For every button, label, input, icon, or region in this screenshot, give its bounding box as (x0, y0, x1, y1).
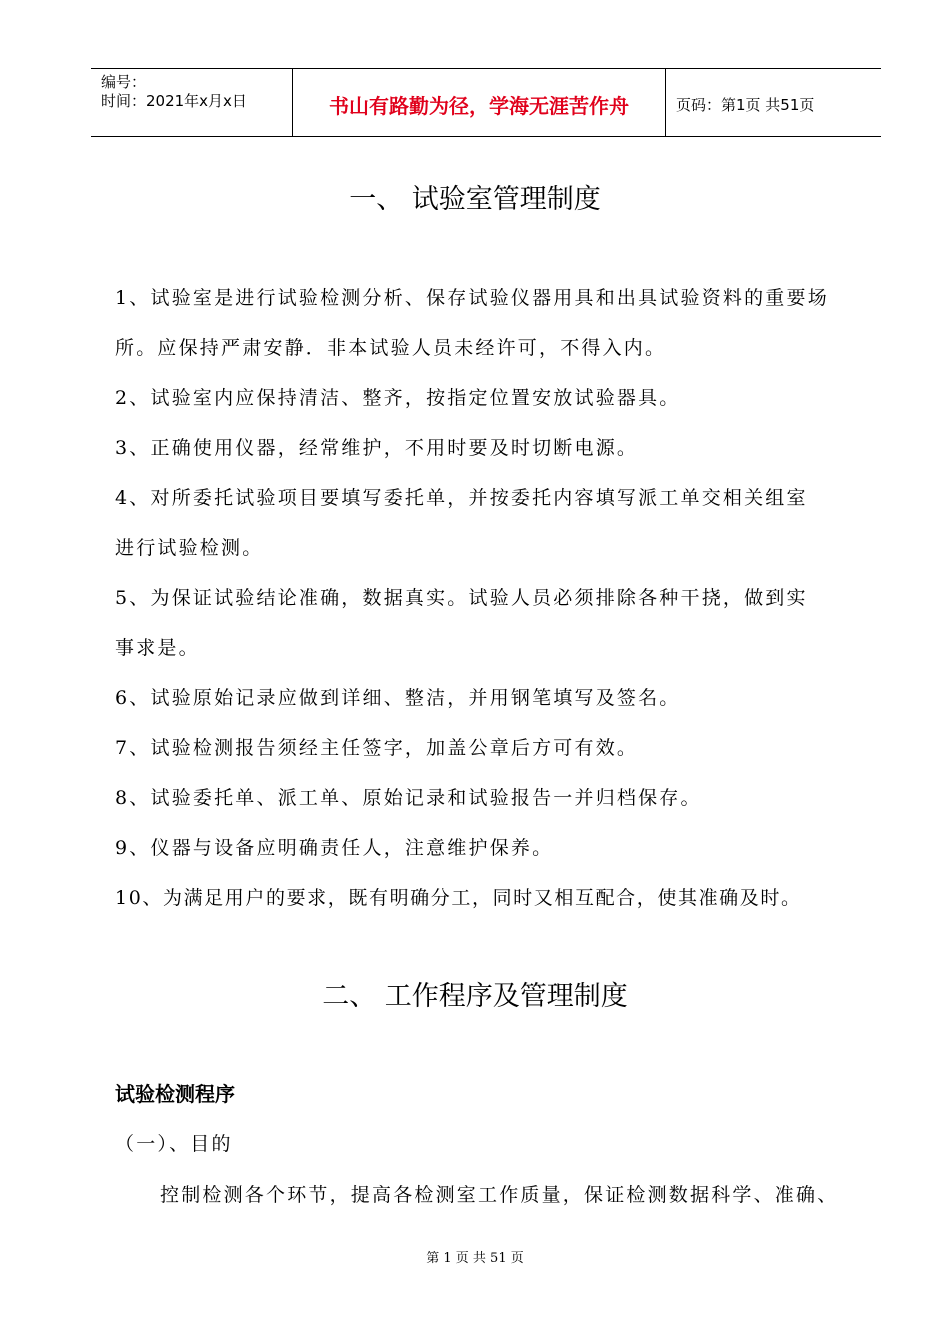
section1-line-9: 6、试验原始记录应做到详细、整洁，并用钢笔填写及签名。 (115, 687, 681, 709)
section1-line-12: 9、仪器与设备应明确责任人，注意维护保养。 (115, 837, 554, 859)
section2-title: 二、 工作程序及管理制度 (322, 981, 628, 1012)
section1-line-11: 8、试验委托单、派工单、原始记录和试验报告一并归档保存。 (115, 787, 702, 809)
header-time-label: 时间：2021年x月x日 (101, 92, 247, 110)
section1-line-3: 2、试验室内应保持清洁、整齐，按指定位置安放试验器具。 (115, 387, 681, 409)
section1-line-7: 5、为保证试验结论准确，数据真实。试验人员必须排除各种干挠，做到实 (115, 587, 808, 609)
page-footer: 第 1 页 共 51 页 (426, 1251, 524, 1266)
section1-title: 一、 试验室管理制度 (349, 184, 601, 215)
section2-body-line: 控制检测各个环节，提高各检测室工作质量，保证检测数据科学、准确、 (160, 1184, 839, 1206)
header-motto: 书山有路勤为径，学海无涯苦作舟 (329, 94, 629, 118)
section2-subtitle: 试验检测程序 (115, 1082, 235, 1106)
section1-line-8: 事求是。 (115, 637, 200, 659)
section1-line-4: 3、正确使用仪器，经常维护，不用时要及时切断电源。 (115, 437, 639, 459)
header-page-info: 页码：第1页 共51页 (676, 96, 815, 114)
section1-line-1: 1、试验室是进行试验检测分析、保存试验仪器用具和出具试验资料的重要场 (115, 287, 829, 309)
section1-line-6: 进行试验检测。 (115, 537, 264, 559)
section1-line-13: 10、为满足用户的要求，既有明确分工，同时又相互配合，使其准确及时。 (115, 887, 802, 909)
section1-line-10: 7、试验检测报告须经主任签字，加盖公章后方可有效。 (115, 737, 639, 759)
header-bottom-rule (91, 136, 881, 137)
header-divider-right (665, 68, 666, 136)
section1-line-2: 所。应保持严肃安静．非本试验人员未经许可，不得入内。 (115, 337, 667, 359)
section2-item-heading: （一）、目的 (115, 1133, 233, 1155)
header-top-rule (91, 68, 881, 69)
header-number-label: 编号： (101, 73, 147, 91)
section1-line-5: 4、对所委托试验项目要填写委托单，并按委托内容填写派工单交相关组室 (115, 487, 808, 509)
